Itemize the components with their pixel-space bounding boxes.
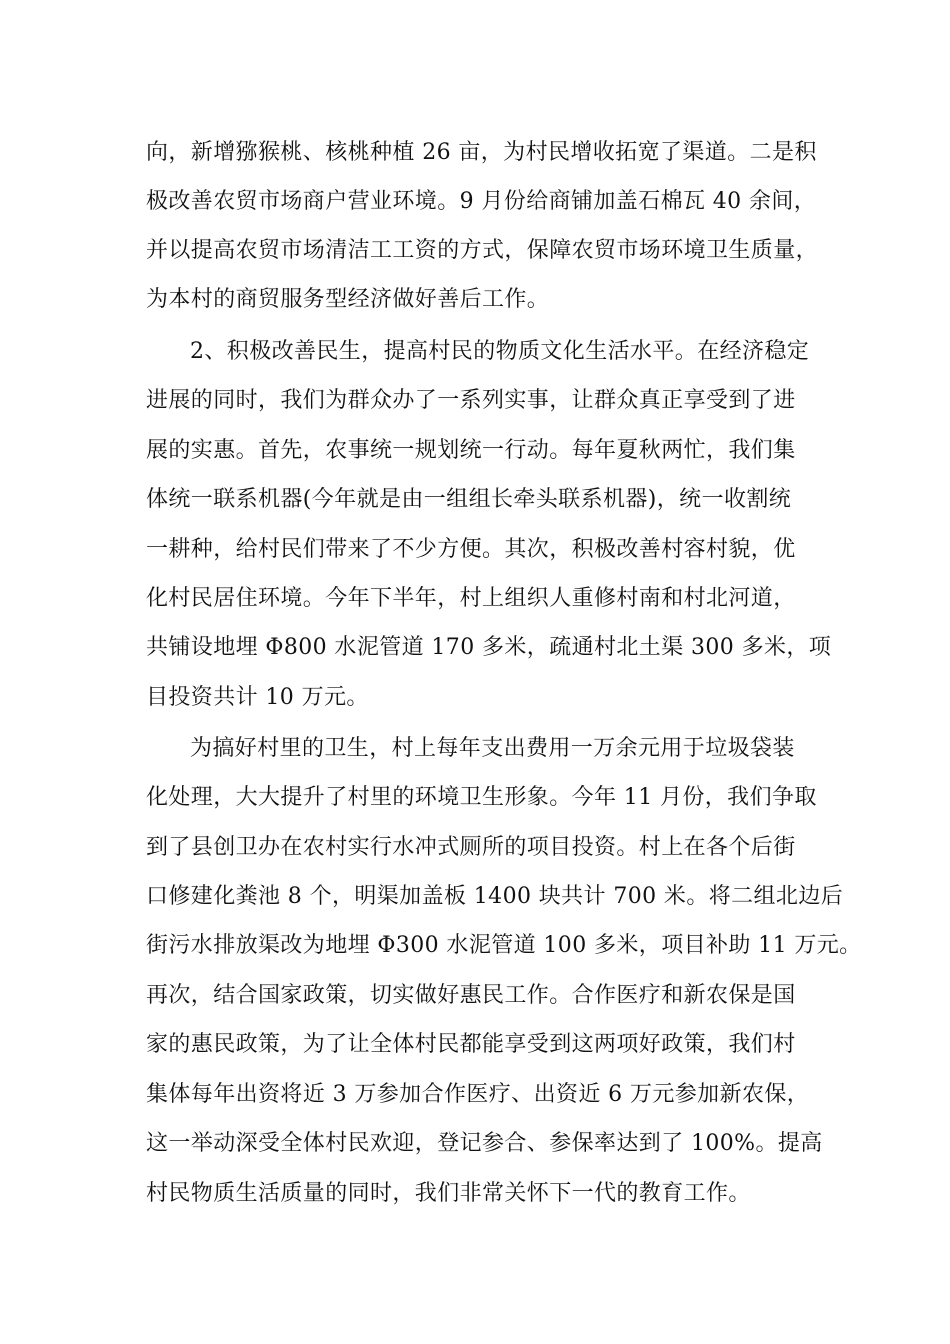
paragraph-start-line: 为搞好村里的卫生，村上每年支出费用一万余元用于垃圾袋装 [190,736,795,761]
text-line: 进展的同时，我们为群众办了一系列实事，让群众真正享受到了进 [146,388,796,413]
text-line: 到了县创卫办在农村实行水冲式厕所的项目投资。村上在各个后街 [146,835,796,860]
text-line: 村民物质生活质量的同时，我们非常关怀下一代的教育工作。 [146,1181,751,1206]
text-line: 共铺设地埋 Φ800 水泥管道 170 多米，疏通村北土渠 300 多米，项 [146,635,832,660]
text-line: 展的实惠。首先，农事统一规划统一行动。每年夏秋两忙，我们集 [146,438,796,463]
text-line: 体统一联系机器(今年就是由一组组长牵头联系机器)，统一收割统 [146,487,792,512]
text-line: 家的惠民政策，为了让全体村民都能享受到这两项好政策，我们村 [146,1032,796,1057]
paragraph-start-line: 2、积极改善民生，提高村民的物质文化生活水平。在经济稳定 [190,339,810,364]
text-line: 目投资共计 10 万元。 [146,685,369,710]
text-line: 口修建化粪池 8 个，明渠加盖板 1400 块共计 700 米。将二组北边后 [146,884,844,909]
text-line: 这一举动深受全体村民欢迎，登记参合、参保率达到了 100%。提高 [146,1131,823,1156]
text-line: 极改善农贸市场商户营业环境。9 月份给商铺加盖石棉瓦 40 余间， [146,189,817,214]
text-line: 为本村的商贸服务型经济做好善后工作。 [146,287,550,312]
text-line: 化村民居住环境。今年下半年，村上组织人重修村南和村北河道， [146,586,796,611]
text-line: 并以提高农贸市场清洁工工资的方式，保障农贸市场环境卫生质量， [146,238,819,263]
text-line: 向，新增猕猴桃、核桃种植 26 亩，为村民增收拓宽了渠道。二是积 [146,140,817,165]
text-line: 街污水排放渠改为地埋 Φ300 水泥管道 100 多米，项目补助 11 万元。 [146,933,862,958]
text-line: 化处理，大大提升了村里的环境卫生形象。今年 11 月份，我们争取 [146,785,817,810]
text-line: 集体每年出资将近 3 万参加合作医疗、出资近 6 万元参加新农保， [146,1082,810,1107]
text-line: 一耕种，给村民们带来了不少方便。其次，积极改善村容村貌，优 [146,537,796,562]
text-line: 再次，结合国家政策，切实做好惠民工作。合作医疗和新农保是国 [146,983,796,1008]
